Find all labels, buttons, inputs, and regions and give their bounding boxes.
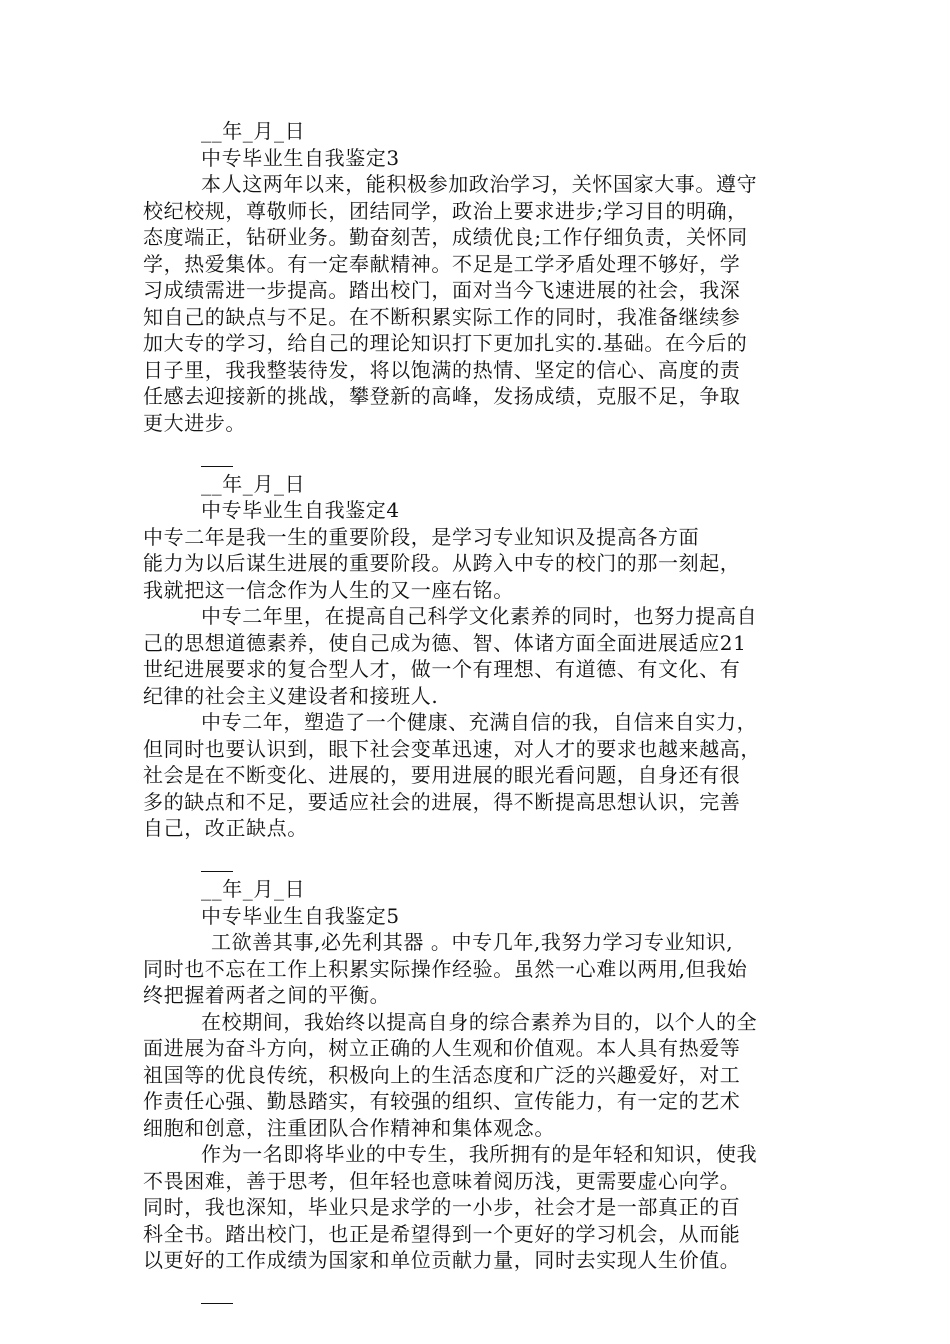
paragraph-line: 加大专的学习，给自己的理论知识打下更加扎实的.基础。在今后的: [143, 331, 748, 355]
paragraph-line: 我就把这一信念作为人生的又一座右铭。: [143, 577, 514, 602]
paragraph-line: 多的缺点和不足，要适应社会的进展，得不断提高思想认识，完善: [143, 789, 741, 814]
paragraph-line: 但同时也要认识到，眼下社会变革迅速，对人才的要求也越来越高，: [143, 736, 761, 761]
paragraph-line: 己的思想道德素养，使自己成为德、智、体诸方面全面进展适应21: [143, 630, 747, 655]
paragraph-line: 习成绩需进一步提高。踏出校门，面对当今飞速进展的社会，我深: [143, 278, 741, 302]
paragraph-line: 同时也不忘在工作上积累实际操作经验。虽然一心难以两用,但我始: [143, 956, 748, 981]
paragraph-line: 同时，我也深知，毕业只是求学的一小步，社会才是一部真正的百: [143, 1195, 741, 1219]
paragraph-line: 世纪进展要求的复合型人才，做一个有理想、有道德、有文化、有: [143, 657, 741, 681]
paragraph-line: 态度端正，钻研业务。勤奋刻苦，成绩优良;工作仔细负责，关怀同: [143, 225, 748, 249]
paragraph-line: 作责任心强、勤恳踏实，有较强的组织、宣传能力，有一定的艺术: [143, 1089, 741, 1113]
signature-rule: [143, 1282, 823, 1309]
paragraph-line: 作为一名即将毕业的中专生，我所拥有的是年轻和知识，使我: [201, 1142, 758, 1166]
paragraph-line: 中专二年里，在提高自己科学文化素养的同时，也努力提高自: [201, 604, 758, 628]
paragraph-line: 自己，改正缺点。: [143, 816, 308, 840]
paragraph-line: 中专二年是我一生的重要阶段，是学习专业知识及提高各方面: [143, 524, 700, 549]
paragraph-line: 在校期间，我始终以提高自身的综合素养为目的，以个人的全: [201, 1009, 758, 1034]
signature-rule: [143, 850, 823, 877]
paragraph-line: 本人这两年以来，能积极参加政治学习，关怀国家大事。遵守: [201, 172, 758, 196]
paragraph-line: 更大进步。: [143, 410, 246, 435]
paragraph-line: 知自己的缺点与不足。在不断积累实际工作的同时，我准备继续参: [143, 304, 741, 329]
paragraph-line: 细胞和创意，注重团队合作精神和集体观念。: [143, 1115, 555, 1140]
paragraph-line: 终把握着两者之间的平衡。: [143, 983, 391, 1007]
date-line: __年_月_日: [201, 877, 306, 901]
paragraph-line: 学，热爱集体。有一定奉献精神。不足是工学矛盾处理不够好，学: [143, 251, 741, 276]
paragraph-line: 科全书。踏出校门，也正是希望得到一个更好的学习机会，从而能: [143, 1221, 741, 1246]
document-page: [143, 118, 823, 1308]
signature-rule: [143, 444, 823, 471]
date-line: __年_月_日: [201, 471, 306, 496]
date-line: __年_月_日: [201, 119, 306, 143]
paragraph-line: 校纪校规，尊敬师长，团结同学，政治上要求进步;学习目的明确，: [143, 198, 748, 223]
paragraph-line: 社会是在不断变化、进展的，要用进展的眼光看问题，自身还有很: [143, 763, 741, 787]
paragraph-line: 不畏困难，善于思考，但年轻也意味着阅历浅，更需要虚心向学。: [143, 1168, 741, 1193]
section-title: 中专毕业生自我鉴定4: [201, 498, 400, 522]
paragraph-line: 能力为以后谋生进展的重要阶段。从跨入中专的校门的那一刻起，: [143, 551, 741, 575]
section-title: 中专毕业生自我鉴定5: [201, 903, 400, 928]
paragraph-line: 中专二年，塑造了一个健康、充满自信的我，自信来自实力，: [201, 710, 758, 734]
paragraph-line: 工欲善其事,必先利其器 。中专几年,我努力学习专业知识,: [211, 930, 734, 954]
paragraph-line: 祖国等的优良传统，积极向上的生活态度和广泛的兴趣爱好，对工: [143, 1062, 741, 1087]
paragraph-line: 以更好的工作成绩为国家和单位贡献力量，同时去实现人生价值。: [143, 1248, 741, 1272]
paragraph-line: 面进展为奋斗方向，树立正确的人生观和价值观。本人具有热爱等: [143, 1036, 741, 1060]
paragraph-line: 任感去迎接新的挑战，攀登新的高峰，发扬成绩，克服不足，争取: [143, 384, 741, 408]
paragraph-line: 日子里，我我整装待发，将以饱满的热情、坚定的信心、高度的责: [143, 357, 741, 382]
section-title: 中专毕业生自我鉴定3: [201, 145, 400, 170]
paragraph-line: 纪律的社会主义建设者和接班人.: [143, 683, 439, 708]
